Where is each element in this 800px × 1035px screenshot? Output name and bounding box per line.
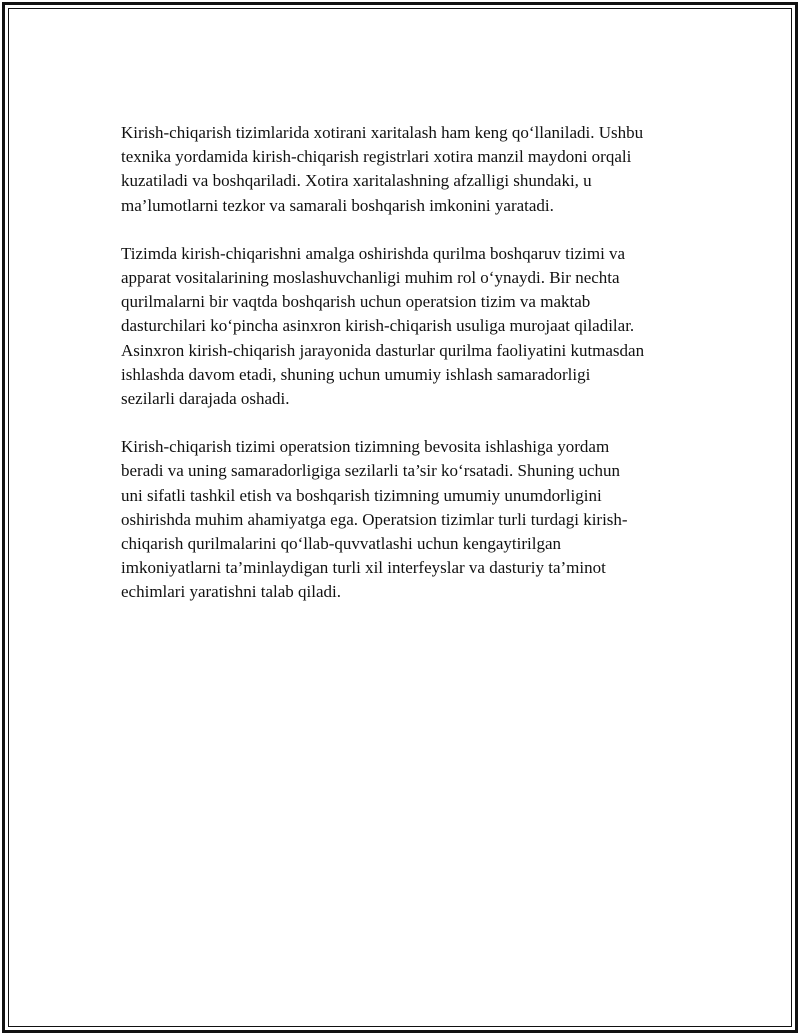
document-page [2, 2, 798, 1033]
paragraph-async-io: Tizimda kirish-chiqarishni amalga oshirishda qurilma boshqaruv tizimi va apparat vositalarining moslashuvchanligi muhim rol o‘ynaydi. Bir nechta qurilmalarni bir vaqtda boshqarish uchun operatsion tizim va maktab dasturchilari ko‘pincha asinxron kirish-chiqarish usuliga murojaat qiladilar. Asinxron kirish-chiqarish jarayonida dasturlar qurilma faoliyatini kutmasdan ishlashda davom etadi, shuning uchun umumiy ishlash samaradorligi sezilarli darajada oshadi. [121, 243, 645, 409]
paragraph-io-system-importance: Kirish-chiqarish tizimi operatsion tizimning bevosita ishlashiga yordam beradi va uning samaradorligiga sezilarli ta’sir ko‘rsatadi. Shuning uchun uni sifatli tashkil etish va boshqarish tizimning umumiy unumdorligini oshirishda muhim ahamiyatga ega. Operatsion tizimlar turli turdagi kirish- chiqarish qurilmalarini qo‘llab-quvvatlashi uchun kengaytirilgan imkoniyatlarni ta’minlaydigan turli xil interfeyslar va dasturiy ta’minot echimlari yaratishni talab qiladi. [121, 437, 628, 602]
paragraph-memory-mapping: Kirish-chiqarish tizimlarida xotirani xaritalash ham keng qo‘llaniladi. Ushbu texnika yordamida kirish-chiqarish registrlari xotira manzil maydoni orqali kuzatiladi va boshqariladi. Xotira xaritalashning afzalligi shundaki, u ma’lumotlarni tezkor va samarali boshqarish imkonini yaratadi. [121, 123, 644, 215]
document-body [121, 121, 701, 629]
